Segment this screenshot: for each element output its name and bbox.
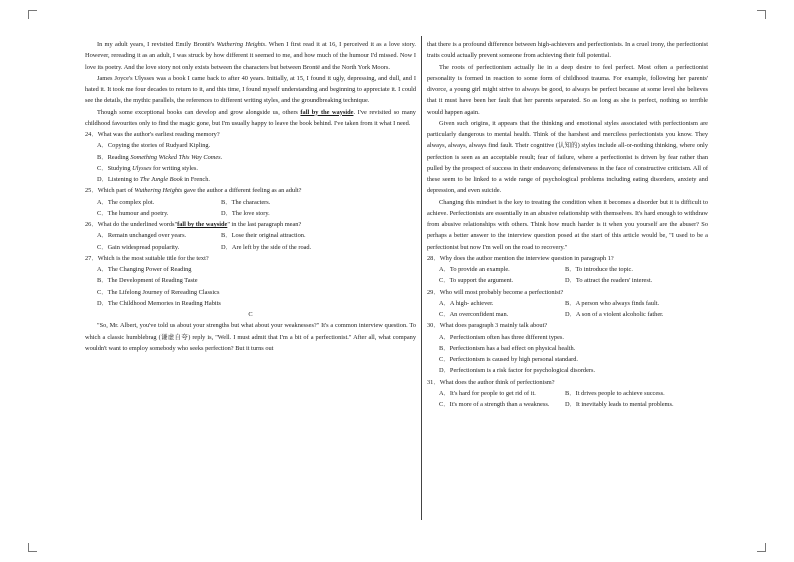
option-c[interactable]: C．Perfectionism is caused by high personal standard. — [439, 356, 579, 363]
question-24 — [85, 129, 416, 185]
option-d[interactable]: D．Are left by the side of the road. — [221, 243, 312, 251]
option-c[interactable]: C．It's more of a strength than a weakness. — [439, 401, 550, 408]
option-a[interactable]: A．Perfectionism often has three different types. — [439, 333, 564, 341]
question-stem: 31．What does the author think of perfectionism? — [427, 378, 555, 386]
option-c[interactable]: C．To support the argument. — [439, 277, 514, 285]
option-d[interactable]: D．The Childhood Memories in Reading Habits — [97, 299, 221, 307]
option-c[interactable]: C．Gain widespread popularity. — [97, 243, 180, 251]
question-27 — [85, 253, 416, 309]
passage-c-paragraph-2: The roots of perfectionism actually lie in a deep desire to feel perfect. Most often a perfectionist personality is formed in reaction to some form of childhood trauma. For example, following her parents' divorce, a young girl might strive to always be good, to always be perfect because at some level she believes that it must have been her fault that her parents separated. So as long as she is perfect, nothing so terrible would happen again. — [427, 63, 708, 116]
corner-mark — [28, 543, 37, 552]
option-b[interactable]: B．Perfectionism has a bad effect on physical health. — [439, 344, 576, 352]
option-row — [427, 399, 708, 410]
option-b[interactable]: B．Lose their original attraction. — [221, 232, 306, 240]
corner-mark — [757, 543, 766, 552]
question-29 — [427, 287, 708, 321]
passage-c-paragraph-1-cont: that there is a profound difference between high-achievers and perfectionists. In a cruel irony, the perfectionist traits could actually prevent someone from achieving their full potential. — [427, 41, 708, 60]
question-stem: 27．Which is the most suitable title for the text? — [85, 254, 209, 262]
corner-mark — [757, 10, 766, 19]
passage-c-paragraph-4: Changing this mindset is the key to treating the condition when it becomes a disorder but it is difficult to achieve. Perfectionists are essentially in an abusive relationship with themselves. It's hard enough to withdraw from abusive relationships with others. Think how much harder is it when you yourself are the abuser? So perhaps a better answer to the interview question posed at the start of this article would be, "I used to be a perfectionist but now I'm well on the road to recovery." — [427, 198, 708, 251]
option-a[interactable]: A．Remain unchanged over years. — [97, 232, 187, 240]
right-column — [427, 39, 708, 410]
passage-b-paragraph-3: Though some exceptional books can develop and grow alongside us, others fall by the wayside. I've revisited so many childhood favourites only to find the magic gone, but I'm usually happy to leave the book behind. I've taken from it what I need. — [85, 108, 416, 127]
column-divider — [421, 36, 422, 520]
option-b[interactable]: B．A person who always finds fault. — [565, 299, 660, 307]
option-d[interactable]: D．It inevitably leads to mental problems. — [565, 401, 674, 408]
option-b[interactable]: B．It drives people to achieve success. — [565, 389, 665, 397]
option-b[interactable]: B．The characters. — [221, 198, 271, 206]
option-d[interactable]: D．The love story. — [221, 209, 270, 217]
option-c[interactable]: C．The Lifelong Journey of Rereading Classics — [97, 288, 220, 296]
option-a[interactable]: A．A high- achiever. — [439, 299, 494, 307]
option-b[interactable]: B．The Development of Reading Taste — [97, 277, 198, 285]
option-d[interactable]: D．Listening to The Jungle Book in French. — [97, 176, 210, 183]
passage-c-paragraph-3: Given such origins, it appears that the thinking and emotional styles associated with perfectionism are particularly dangerous to mental health. Think of the harshest and merciless perfectionists you know. They always, always, always find fault. Their cognitive (认知的) styles include all-or-nothing thinking, where only perfection is seen as an acceptable result; fear of failure, where a perfectionist is driven by fear rather than pulled by the prospect of success in their endeavors; defensiveness in the face of constructive criticism. All of these seem to be linked to a wide range of psychological problems including eating disorders, anxiety and depression, and even suicide. — [427, 119, 708, 195]
question-stem: 28．Why does the author mention the interview question in paragraph 1? — [427, 254, 614, 262]
option-d[interactable]: D．A son of a violent alcoholic father. — [565, 311, 664, 318]
question-28 — [427, 253, 708, 287]
option-row — [85, 197, 416, 208]
question-stem: 29．Who will most probably become a perfectionist? — [427, 288, 564, 296]
option-row — [427, 388, 708, 399]
left-column — [85, 39, 416, 354]
question-31 — [427, 377, 708, 411]
passage-c-paragraph-1: "So, Mr. Albert, you've told us about your strengths but what about your weaknesses?" It's a common interview question. To which a classic humblebrag (谦虚自夸) reply is, "Well. I must admit that I'm a bit of a perfectionist." After all, what company wouldn't want to employ somebody who seeks perfection? But it turns out — [85, 322, 416, 352]
option-a[interactable]: A．The complex plot. — [97, 198, 155, 206]
option-c[interactable]: C．The humour and poetry. — [97, 209, 169, 217]
passage-b-paragraph-2: James Joyce's Ulysses was a book I came back to after 40 years. Initially, at 15, I found it ugly, depressing, and dull, and I hated it. It took me four decades to return to it, and this time, I found myself understanding and beginning to appreciate it. I could see the details, the mythic parallels, the references to different writing styles, and the groundbreaking technique. — [85, 74, 416, 105]
option-b[interactable]: B．Reading Something Wicked This Way Comes. — [97, 153, 223, 161]
option-d[interactable]: D．Perfectionism is a risk factor for psychological disorders. — [439, 367, 596, 375]
option-a[interactable]: A．It's hard for people to get rid of it. — [439, 389, 536, 397]
option-row — [85, 208, 416, 219]
option-row — [427, 309, 708, 320]
question-25 — [85, 185, 416, 219]
question-stem: 26．What do the underlined words"fall by the wayside" in the last paragraph mean? — [85, 221, 302, 228]
option-a[interactable]: A．To provide an example. — [439, 266, 510, 273]
option-c[interactable]: C．An overconfident man. — [439, 311, 509, 318]
option-row — [427, 264, 708, 275]
option-row — [85, 230, 416, 241]
question-stem: 25．Which part of Wuthering Heights gave the author a different feeling as an adult? — [85, 187, 302, 195]
question-stem: 30．What does paragraph 3 mainly talk about? — [427, 322, 548, 330]
section-heading: C — [248, 311, 253, 318]
underlined-phrase: fall by the wayside — [300, 108, 354, 116]
question-stem: 24．What was the author's earliest reading memory? — [85, 131, 220, 138]
option-row — [85, 242, 416, 253]
option-row — [427, 298, 708, 309]
option-a[interactable]: A．Copying the stories of Rudyard Kipling. — [97, 142, 211, 150]
option-row — [427, 275, 708, 286]
corner-mark — [28, 10, 37, 19]
option-c[interactable]: C．Studying Ulysses for writing styles. — [97, 164, 198, 172]
option-d[interactable]: D．To attract the readers' interest. — [565, 277, 653, 285]
option-b[interactable]: B．To introduce the topic. — [565, 266, 633, 273]
option-a[interactable]: A．The Changing Power of Reading — [97, 266, 192, 273]
passage-b-paragraph-1: In my adult years, I revisited Emily Brontë's Wuthering Heights. When I first read it at 16, I perceived it as a love story. However, rereading it as an adult, I was struck by how different it seemed to me, and how much of the humour I'd missed. Now I love its poetry. And the love story not only exists between the characters but between Brontë and the North York Moors. — [85, 41, 417, 71]
question-26 — [85, 219, 416, 253]
question-30 — [427, 320, 708, 376]
